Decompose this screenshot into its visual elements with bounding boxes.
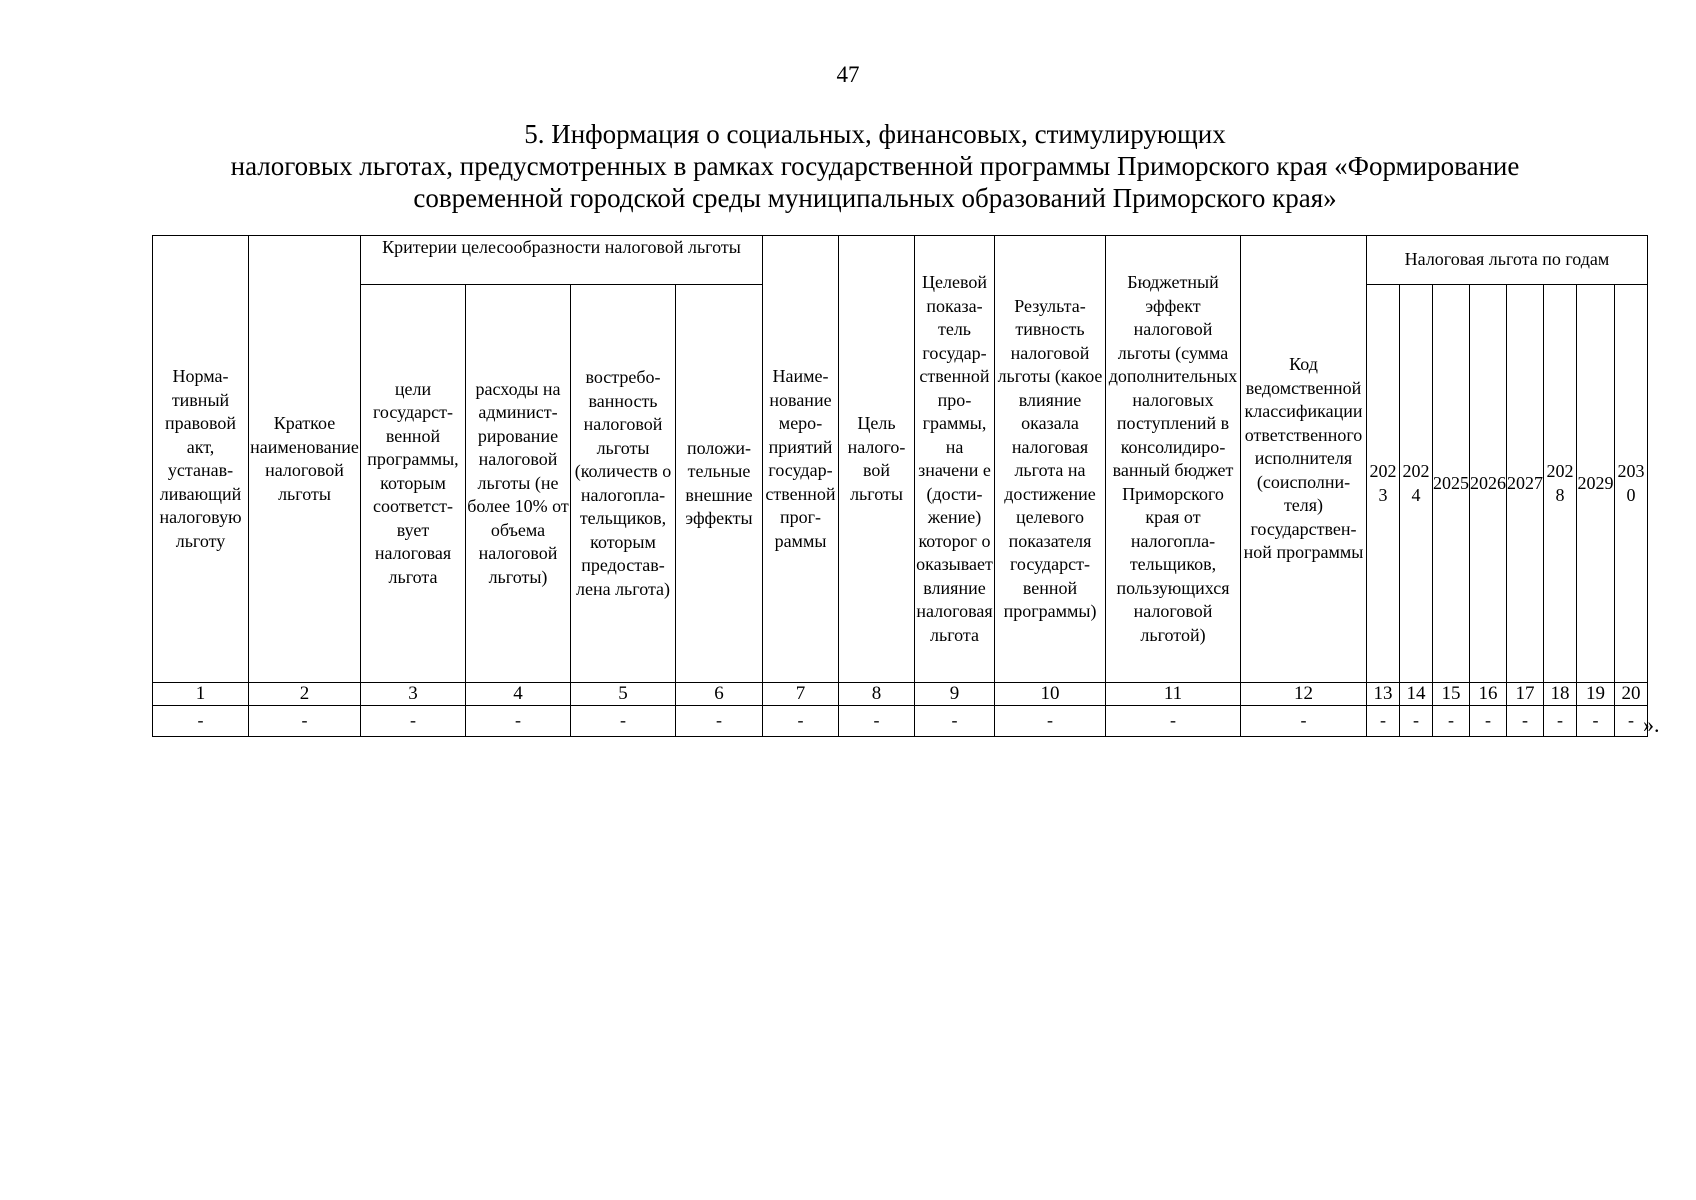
table-cell: - (676, 706, 763, 737)
header-department-code: Код ведомственной классификации ответственного исполнителя (соисполнителя) государственной программы (1241, 236, 1367, 683)
header-year-2030: 203 0 (1615, 285, 1648, 683)
column-number: 8 (839, 683, 915, 706)
tax-benefits-table (152, 235, 1648, 737)
table-cell: - (1470, 706, 1507, 737)
column-number: 6 (676, 683, 763, 706)
header-year-2026: 2026 (1470, 285, 1507, 683)
header-year-2024: 202 4 (1400, 285, 1433, 683)
column-number: 11 (1106, 683, 1241, 706)
page-number: 47 (836, 62, 860, 87)
table-cell: - (1367, 706, 1400, 737)
header-target-indicator: Целевой показатель государственной программы, на значени е (достижение) которог о оказывает влияние налоговая льгота (915, 236, 995, 683)
section-title (150, 118, 1600, 214)
table-cell: - (1507, 706, 1544, 737)
table-cell: - (153, 706, 249, 737)
header-group-years: Налоговая льгота по годам (1367, 236, 1648, 285)
header-program-goals: цели государственной программы, которым соответствует налоговая льгота (361, 285, 466, 683)
title-line-2: налоговых льготах, предусмотренных в рамках государственной программы Приморского края «Формирование (230, 151, 1520, 181)
column-number-row (153, 683, 1648, 706)
header-year-2023: 202 3 (1367, 285, 1400, 683)
table-cell: - (361, 706, 466, 737)
column-number: 19 (1577, 683, 1615, 706)
header-benefit-goal: Цель налоговой льготы (839, 236, 915, 683)
table-cell: - (1400, 706, 1433, 737)
header-admin-costs: расходы на администрирование налоговой льготы (не более 10% от объема налоговой льготы) (466, 285, 571, 683)
header-year-2028: 202 8 (1544, 285, 1577, 683)
header-program-measures: Наименование мероприятий государственной программы (763, 236, 839, 683)
column-number: 15 (1433, 683, 1470, 706)
header-normative-act: Нормативный правовой акт, устанавливающий налоговую льготу (153, 236, 249, 683)
column-number: 4 (466, 683, 571, 706)
column-number: 9 (915, 683, 995, 706)
header-demand: востребованность налоговой льготы (количеств о налогоплательщиков, которым предоставлена льгота) (571, 285, 676, 683)
column-number: 1 (153, 683, 249, 706)
header-budget-effect: Бюджетный эффект налоговой льготы (сумма дополнительных налоговых поступлений в консолидированный бюджет Приморского края от налогоплательщиков, пользующихся налоговой льготой) (1106, 236, 1241, 683)
header-short-name: Краткое наименование налоговой льготы (249, 236, 361, 683)
table-cell: - (1544, 706, 1577, 737)
title-line-1: 5. Информация о социальных, финансовых, стимулирующих (524, 119, 1226, 149)
column-number: 7 (763, 683, 839, 706)
table-cell: - (995, 706, 1106, 737)
header-group-criteria: Критерии целесообразности налоговой льготы (361, 236, 763, 285)
table-cell: - (571, 706, 676, 737)
title-line-3: современной городской среды муниципальных образований Приморского края» (413, 183, 1337, 213)
header-effectiveness: Результативность налоговой льготы (какое влияние оказала налоговая льгота на достижение целевого показателя государственной программы) (995, 236, 1106, 683)
closing-quote-mark: ». (1643, 712, 1660, 737)
column-number: 17 (1507, 683, 1544, 706)
table-cell: - (466, 706, 571, 737)
table-cell: - (1241, 706, 1367, 737)
table-cell: - (249, 706, 361, 737)
table-cell: - (763, 706, 839, 737)
column-number: 12 (1241, 683, 1367, 706)
header-year-2027: 2027 (1507, 285, 1544, 683)
table-cell: - (915, 706, 995, 737)
column-number: 5 (571, 683, 676, 706)
column-number: 18 (1544, 683, 1577, 706)
header-external-effects: положительные внешние эффекты (676, 285, 763, 683)
table-row (153, 706, 1648, 737)
header-year-2029: 2029 (1577, 285, 1615, 683)
column-number: 10 (995, 683, 1106, 706)
header-year-2025: 2025 (1433, 285, 1470, 683)
column-number: 14 (1400, 683, 1433, 706)
column-number: 16 (1470, 683, 1507, 706)
column-number: 13 (1367, 683, 1400, 706)
table-cell: - (1615, 706, 1648, 737)
table-cell: - (1433, 706, 1470, 737)
table-cell: - (839, 706, 915, 737)
column-number: 3 (361, 683, 466, 706)
table-cell: - (1577, 706, 1615, 737)
column-number: 2 (249, 683, 361, 706)
table-cell: - (1106, 706, 1241, 737)
column-number: 20 (1615, 683, 1648, 706)
